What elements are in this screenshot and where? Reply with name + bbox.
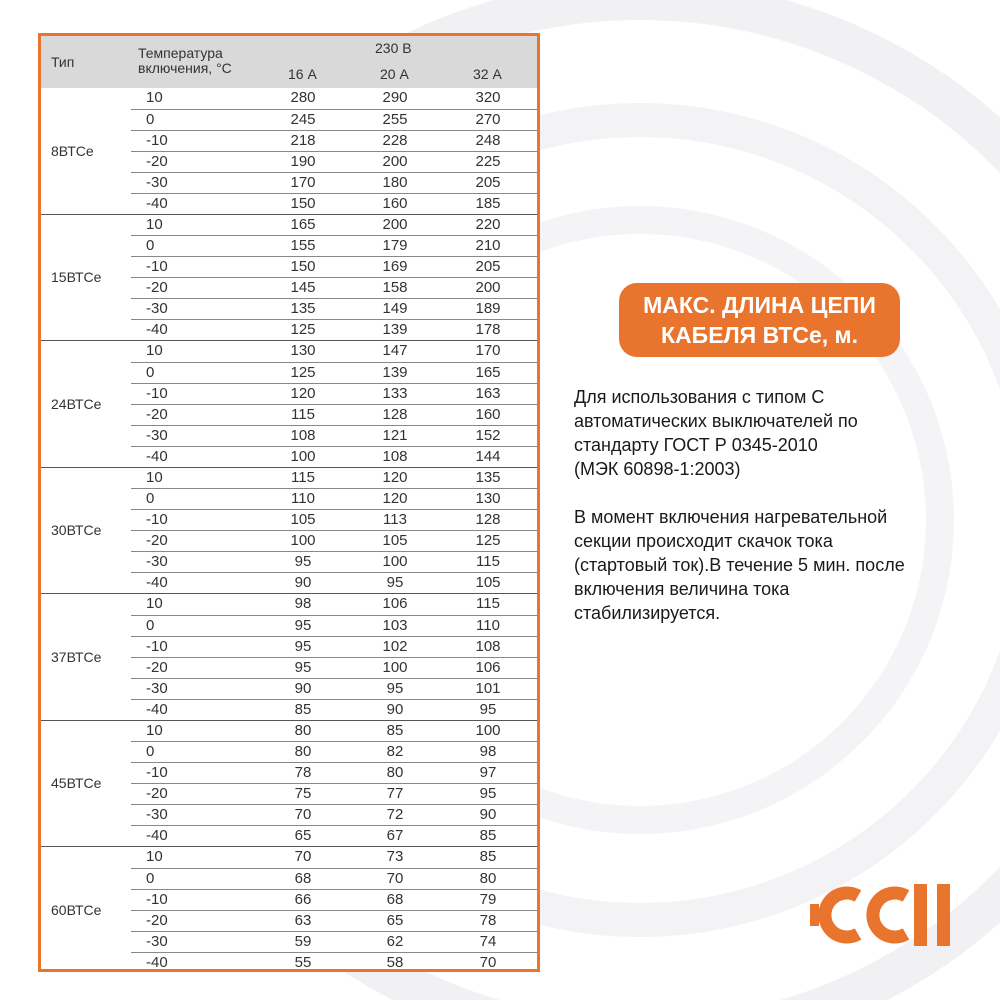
- length-cell: 67: [386, 827, 404, 844]
- length-cell: 95: [386, 679, 404, 697]
- temperature-cell: 10: [146, 342, 163, 359]
- length-cell: 100: [382, 658, 408, 676]
- length-cell: 128: [382, 405, 408, 423]
- table-row: [131, 868, 537, 890]
- length-cell: 106: [475, 658, 501, 676]
- length-cell: 185: [475, 194, 501, 212]
- length-cell: 72: [386, 806, 404, 824]
- cable-type-label: 15ВТСе: [51, 269, 102, 286]
- table-row: [131, 130, 537, 152]
- length-cell: 130: [475, 490, 501, 508]
- length-cell: 90: [479, 806, 497, 824]
- table-row: [131, 151, 537, 173]
- length-cell: 108: [382, 447, 408, 465]
- length-cell: 85: [479, 827, 497, 844]
- temperature-cell: -20: [146, 532, 168, 550]
- table-row: [131, 172, 537, 194]
- length-cell: 95: [386, 574, 404, 591]
- temperature-cell: -30: [146, 300, 168, 318]
- table-row: [131, 952, 537, 974]
- cable-type-label: 24ВТСе: [51, 395, 102, 412]
- temperature-cell: 10: [146, 215, 163, 233]
- length-cell: 113: [383, 511, 407, 529]
- length-cell: 70: [294, 848, 312, 865]
- cable-type-label: 30ВТСе: [51, 522, 102, 539]
- length-cell: 155: [290, 237, 316, 255]
- length-cell: 97: [479, 764, 497, 782]
- temperature-cell: -40: [146, 827, 168, 844]
- length-cell: 105: [475, 574, 501, 591]
- standard-note-line: стандарту ГОСТ Р 0345-2010: [574, 435, 818, 455]
- length-cell: 225: [475, 152, 501, 170]
- cable-type-group: [41, 215, 537, 342]
- length-cell: 85: [479, 848, 497, 865]
- header-type: Тип: [51, 54, 75, 70]
- length-cell: 55: [294, 953, 312, 971]
- temperature-cell: -30: [146, 173, 168, 191]
- length-cell: 150: [290, 194, 316, 212]
- table-row: [131, 825, 537, 847]
- length-cell: 190: [290, 152, 316, 170]
- length-cell: 130: [290, 342, 316, 359]
- table-row: [131, 446, 537, 468]
- length-cell: 200: [475, 279, 501, 297]
- header-temperature-line2: включения, °С: [138, 60, 232, 76]
- temperature-cell: -20: [146, 911, 168, 929]
- length-cell: 125: [290, 321, 316, 338]
- length-cell: 80: [294, 743, 312, 761]
- length-cell: 149: [382, 300, 408, 318]
- length-cell: 170: [290, 173, 316, 191]
- length-cell: 78: [294, 764, 312, 782]
- standard-note-line: Для использования с типом С: [574, 387, 825, 407]
- length-cell: 210: [475, 237, 501, 255]
- ssi-logo-icon: [810, 882, 950, 948]
- length-cell: 100: [290, 532, 316, 550]
- standard-note-line: (МЭК 60898-1:2003): [574, 459, 741, 479]
- length-cell: 139: [382, 321, 408, 338]
- table-row: [131, 341, 537, 362]
- length-cell: 125: [475, 532, 501, 550]
- length-cell: 320: [475, 89, 501, 106]
- temperature-cell: 10: [146, 89, 163, 106]
- table-row: [131, 404, 537, 426]
- cable-length-table: [38, 33, 540, 972]
- length-cell: 66: [294, 890, 312, 908]
- length-cell: 95: [294, 616, 312, 634]
- starting-current-line: стабилизируется.: [574, 603, 721, 623]
- standard-note: [574, 385, 974, 481]
- cable-type-label: 8ВТСе: [51, 142, 94, 159]
- temperature-cell: -10: [146, 637, 168, 655]
- cable-type-group: [41, 468, 537, 595]
- table-row: [131, 319, 537, 341]
- table-row: [131, 931, 537, 953]
- length-cell: 70: [479, 953, 497, 971]
- starting-current-line: секции происходит скачок тока: [574, 531, 833, 551]
- length-cell: 80: [294, 721, 312, 739]
- cable-type-group: [41, 341, 537, 468]
- length-cell: 160: [382, 194, 408, 212]
- temperature-cell: -40: [146, 574, 168, 591]
- temperature-cell: -20: [146, 279, 168, 297]
- temperature-cell: -40: [146, 953, 168, 971]
- table-row: [131, 847, 537, 868]
- length-cell: 200: [382, 152, 408, 170]
- length-cell: 100: [290, 447, 316, 465]
- temperature-cell: 0: [146, 869, 155, 887]
- table-row: [131, 425, 537, 447]
- header-temperature-line1: Температура: [138, 45, 223, 61]
- length-cell: 245: [290, 110, 316, 128]
- length-cell: 110: [476, 616, 500, 634]
- temperature-cell: -30: [146, 932, 168, 950]
- length-cell: 63: [294, 911, 312, 929]
- temperature-cell: 10: [146, 721, 163, 739]
- length-cell: 100: [475, 721, 501, 739]
- table-row: [131, 530, 537, 552]
- cable-type-label: 37ВТСе: [51, 648, 102, 665]
- temperature-cell: -10: [146, 764, 168, 782]
- standard-note-line: автоматических выключателей по: [574, 411, 858, 431]
- length-cell: 62: [386, 932, 404, 950]
- length-cell: 280: [290, 89, 316, 106]
- table-row: [131, 109, 537, 131]
- length-cell: 110: [291, 490, 315, 508]
- table-row: [131, 298, 537, 320]
- length-cell: 108: [290, 426, 316, 444]
- length-cell: 85: [386, 721, 404, 739]
- temperature-cell: -30: [146, 679, 168, 697]
- temperature-cell: 0: [146, 743, 155, 761]
- length-cell: 152: [475, 426, 501, 444]
- length-cell: 165: [290, 215, 316, 233]
- table-row: [131, 468, 537, 489]
- length-cell: 150: [290, 258, 316, 276]
- temperature-cell: -20: [146, 658, 168, 676]
- temperature-cell: -10: [146, 384, 168, 402]
- length-cell: 121: [382, 426, 408, 444]
- title-badge: [619, 283, 900, 357]
- length-cell: 100: [382, 553, 408, 571]
- length-cell: 170: [475, 342, 501, 359]
- temperature-cell: -20: [146, 405, 168, 423]
- table-row: [131, 215, 537, 236]
- length-cell: 68: [386, 890, 404, 908]
- length-cell: 105: [382, 532, 408, 550]
- length-cell: 115: [291, 405, 315, 423]
- table-row: [131, 889, 537, 911]
- title-line2: КАБЕЛЯ ВТСе, м.: [661, 322, 858, 348]
- length-cell: 101: [475, 679, 501, 697]
- length-cell: 248: [475, 131, 501, 149]
- temperature-cell: -40: [146, 447, 168, 465]
- length-cell: 82: [386, 743, 404, 761]
- length-cell: 160: [475, 405, 501, 423]
- table-row: [131, 256, 537, 278]
- length-cell: 139: [382, 363, 408, 381]
- length-cell: 135: [475, 468, 501, 486]
- table-row: [131, 277, 537, 299]
- starting-current-line: включения величина тока: [574, 579, 790, 599]
- temperature-cell: 0: [146, 110, 155, 128]
- table-row: [131, 678, 537, 700]
- length-cell: 180: [382, 173, 408, 191]
- header-voltage: 230 В: [375, 40, 412, 56]
- temperature-cell: 0: [146, 237, 155, 255]
- table-row: [131, 910, 537, 932]
- length-cell: 78: [479, 911, 497, 929]
- table-row: [131, 741, 537, 763]
- table-row: [131, 509, 537, 531]
- table-row: [131, 657, 537, 679]
- cable-type-label: 45ВТСе: [51, 775, 102, 792]
- length-cell: 133: [382, 384, 408, 402]
- table-row: [131, 721, 537, 742]
- length-cell: 80: [386, 764, 404, 782]
- length-cell: 115: [291, 468, 315, 486]
- length-cell: 95: [294, 553, 312, 571]
- cable-type-group: [41, 88, 537, 215]
- temperature-cell: 10: [146, 595, 163, 612]
- table-row: [131, 699, 537, 721]
- temperature-cell: 0: [146, 490, 155, 508]
- temperature-cell: 0: [146, 363, 155, 381]
- length-cell: 103: [382, 616, 408, 634]
- length-cell: 75: [294, 785, 312, 803]
- starting-current-line: В момент включения нагревательной: [574, 507, 888, 527]
- table-row: [131, 572, 537, 594]
- length-cell: 95: [294, 637, 312, 655]
- length-cell: 144: [475, 447, 501, 465]
- table-row: [131, 362, 537, 384]
- table-row: [131, 235, 537, 257]
- length-cell: 95: [479, 785, 497, 803]
- table-row: [131, 88, 537, 109]
- cable-type-group: [41, 847, 537, 973]
- length-cell: 218: [290, 131, 316, 149]
- length-cell: 169: [382, 258, 408, 276]
- length-cell: 98: [294, 595, 312, 612]
- length-cell: 165: [475, 363, 501, 381]
- cable-type-label: 60ВТСе: [51, 901, 102, 918]
- temperature-cell: -30: [146, 806, 168, 824]
- table-row: [131, 594, 537, 615]
- starting-current-note: [574, 505, 974, 625]
- length-cell: 85: [294, 700, 312, 718]
- header-current-20: 20 А: [380, 66, 409, 82]
- length-cell: 125: [290, 363, 316, 381]
- temperature-cell: -40: [146, 194, 168, 212]
- table-body: [41, 88, 537, 973]
- length-cell: 290: [382, 89, 408, 106]
- length-cell: 205: [475, 173, 501, 191]
- table-header: [41, 36, 537, 88]
- length-cell: 70: [386, 869, 404, 887]
- temperature-cell: -10: [146, 890, 168, 908]
- length-cell: 105: [290, 511, 316, 529]
- length-cell: 145: [290, 279, 316, 297]
- length-cell: 178: [475, 321, 501, 338]
- length-cell: 135: [290, 300, 316, 318]
- table-row: [131, 636, 537, 658]
- temperature-cell: -40: [146, 321, 168, 338]
- length-cell: 74: [479, 932, 497, 950]
- length-cell: 147: [382, 342, 408, 359]
- temperature-cell: -10: [146, 131, 168, 149]
- length-cell: 108: [475, 637, 501, 655]
- length-cell: 95: [479, 700, 497, 718]
- temperature-cell: -20: [146, 152, 168, 170]
- length-cell: 70: [294, 806, 312, 824]
- length-cell: 163: [475, 384, 501, 402]
- table-row: [131, 551, 537, 573]
- length-cell: 106: [382, 595, 408, 612]
- length-cell: 77: [386, 785, 404, 803]
- header-current-32: 32 А: [473, 66, 502, 82]
- table-row: [131, 383, 537, 405]
- table-row: [131, 193, 537, 215]
- cable-type-group: [41, 721, 537, 848]
- length-cell: 270: [475, 110, 501, 128]
- length-cell: 200: [382, 215, 408, 233]
- temperature-cell: -30: [146, 553, 168, 571]
- table-row: [131, 783, 537, 805]
- table-row: [131, 804, 537, 826]
- length-cell: 220: [475, 215, 501, 233]
- temperature-cell: -20: [146, 785, 168, 803]
- length-cell: 79: [479, 890, 497, 908]
- temperature-cell: 10: [146, 848, 163, 865]
- length-cell: 115: [476, 553, 500, 571]
- header-current-16: 16 А: [288, 66, 317, 82]
- length-cell: 228: [382, 131, 408, 149]
- cable-type-group: [41, 594, 537, 721]
- length-cell: 120: [382, 468, 408, 486]
- length-cell: 128: [475, 511, 501, 529]
- length-cell: 90: [294, 574, 312, 591]
- table-row: [131, 488, 537, 510]
- length-cell: 80: [479, 869, 497, 887]
- starting-current-line: (стартовый ток).В течение 5 мин. после: [574, 555, 905, 575]
- temperature-cell: 10: [146, 468, 163, 486]
- length-cell: 73: [386, 848, 404, 865]
- length-cell: 255: [382, 110, 408, 128]
- length-cell: 65: [386, 911, 404, 929]
- temperature-cell: -30: [146, 426, 168, 444]
- length-cell: 158: [382, 279, 408, 297]
- length-cell: 90: [294, 679, 312, 697]
- length-cell: 205: [475, 258, 501, 276]
- length-cell: 120: [290, 384, 316, 402]
- temperature-cell: -10: [146, 258, 168, 276]
- table-row: [131, 762, 537, 784]
- length-cell: 90: [386, 700, 404, 718]
- length-cell: 68: [294, 869, 312, 887]
- length-cell: 115: [476, 595, 500, 612]
- length-cell: 95: [294, 658, 312, 676]
- temperature-cell: -10: [146, 511, 168, 529]
- length-cell: 120: [382, 490, 408, 508]
- length-cell: 179: [382, 237, 408, 255]
- length-cell: 65: [294, 827, 312, 844]
- temperature-cell: -40: [146, 700, 168, 718]
- length-cell: 58: [386, 953, 404, 971]
- length-cell: 59: [294, 932, 312, 950]
- length-cell: 102: [382, 637, 408, 655]
- length-cell: 98: [479, 743, 497, 761]
- title-line1: МАКС. ДЛИНА ЦЕПИ: [643, 292, 876, 318]
- length-cell: 189: [475, 300, 501, 318]
- temperature-cell: 0: [146, 616, 155, 634]
- table-row: [131, 615, 537, 637]
